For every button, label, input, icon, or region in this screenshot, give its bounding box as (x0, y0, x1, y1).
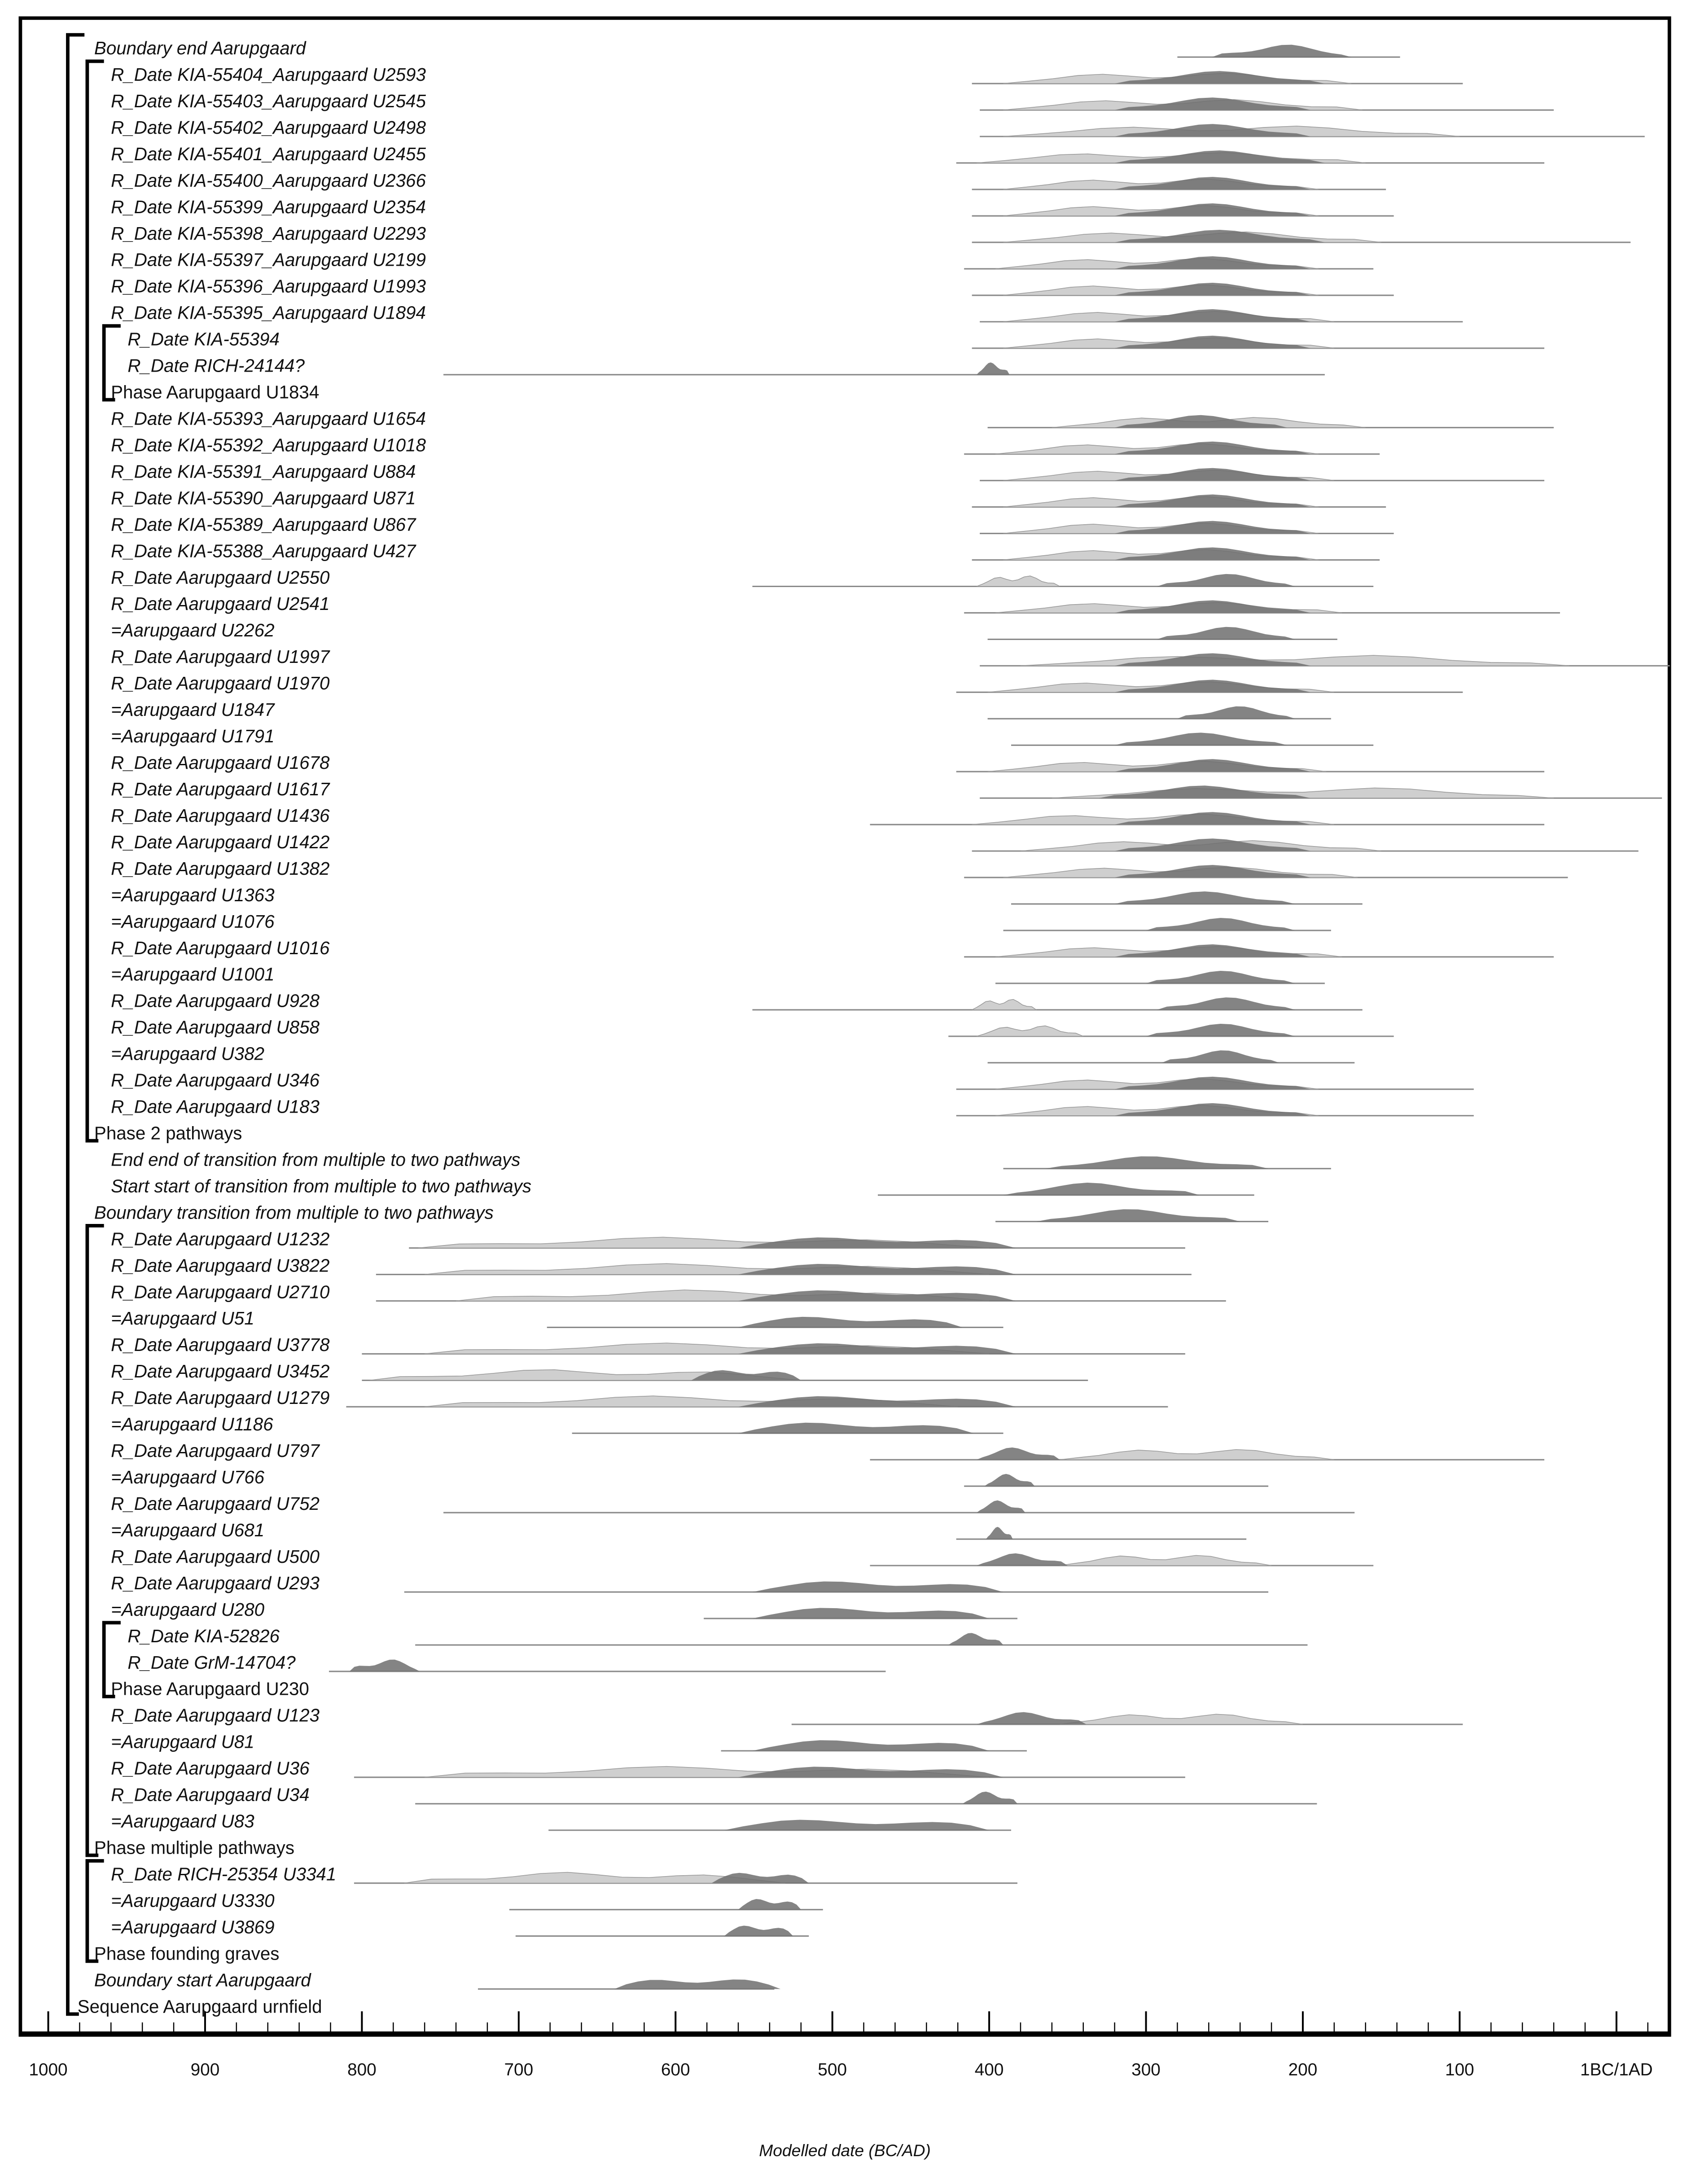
distribution-row (111, 487, 1386, 508)
distribution-row (111, 1599, 1017, 1620)
distribution-row (111, 1811, 1011, 1832)
distribution-row (111, 832, 1639, 852)
distribution-row (111, 752, 1544, 773)
row-label: R_Date KIA-55399_Aarupgaard U2354 (111, 196, 426, 217)
prior-distribution (977, 576, 1060, 586)
tick-label: 900 (190, 2060, 220, 2079)
row-label: R_Date Aarupgaard U1382 (111, 858, 330, 879)
tick-label: 800 (347, 2060, 377, 2079)
row-label: R_Date Aarupgaard U34 (111, 1784, 310, 1805)
tick-label: 200 (1288, 2060, 1318, 2079)
distribution-row (111, 1732, 1027, 1752)
distribution-row (111, 1520, 1246, 1540)
row-label: =Aarupgaard U1363 (111, 884, 275, 905)
distribution-row (111, 1705, 1463, 1726)
distribution-row (111, 1255, 1192, 1276)
row-label: R_Date KIA-55401_Aarupgaard U2455 (111, 143, 426, 164)
posterior-distribution (977, 362, 1009, 374)
distribution-row (111, 1546, 1373, 1567)
row-label: R_Date KIA-55396_Aarupgaard U1993 (111, 276, 426, 297)
row-label: R_Date KIA-55392_Aarupgaard U1018 (111, 434, 426, 456)
posterior-distribution (977, 1500, 1025, 1513)
posterior-distribution (963, 1792, 1017, 1804)
posterior-distribution (1212, 45, 1351, 57)
posterior-distribution (1115, 680, 1311, 692)
posterior-distribution (712, 1873, 809, 1883)
distribution-row (111, 1679, 309, 1699)
prior-distribution (977, 1026, 1083, 1036)
posterior-distribution (1115, 944, 1311, 957)
distribution-row (111, 1573, 1268, 1593)
row-label: R_Date GrM-14704? (127, 1652, 296, 1673)
distribution-row (111, 885, 1363, 905)
posterior-distribution (1115, 283, 1311, 295)
posterior-distribution (1115, 468, 1311, 481)
row-label: R_Date Aarupgaard U3778 (111, 1334, 330, 1355)
posterior-distribution (1157, 574, 1295, 587)
distribution-row (111, 1785, 1317, 1805)
row-label: =Aarupgaard U1001 (111, 964, 275, 985)
row-label: =Aarupgaard U1186 (111, 1414, 273, 1435)
distribution-row (111, 303, 1463, 323)
row-label: R_Date Aarupgaard U2541 (111, 593, 330, 614)
row-label: Phase multiple pathways (94, 1837, 295, 1858)
posterior-distribution (1115, 521, 1311, 534)
distribution-row (111, 117, 1645, 138)
row-label: =Aarupgaard U3869 (111, 1916, 275, 1938)
distribution-row (111, 170, 1386, 191)
distribution-row (94, 1943, 280, 1964)
posterior-distribution (1036, 1209, 1240, 1221)
row-label: =Aarupgaard U766 (111, 1467, 265, 1488)
distribution-row (94, 38, 1400, 58)
sequence-bracket (68, 35, 84, 2014)
distribution-row (111, 858, 1568, 879)
phase-2-pathways-bracket (87, 61, 104, 1141)
posterior-distribution (724, 1820, 990, 1830)
posterior-distribution (977, 1553, 1068, 1566)
distribution-row (94, 1838, 294, 1858)
row-label: R_Date Aarupgaard U797 (111, 1440, 320, 1461)
tick-label: 300 (1131, 2060, 1161, 2079)
row-label: R_Date Aarupgaard U183 (111, 1096, 320, 1117)
distribution-row (111, 1308, 1003, 1329)
posterior-distribution (738, 1343, 1016, 1354)
distribution-row (111, 620, 1337, 640)
distribution-row (111, 540, 1380, 561)
row-label: R_Date Aarupgaard U1422 (111, 831, 330, 852)
distribution-row (111, 646, 1669, 667)
posterior-distribution (752, 1740, 989, 1751)
posterior-distribution (1115, 548, 1311, 560)
distribution-row (94, 1202, 1268, 1223)
posterior-distribution (752, 1582, 1003, 1592)
posterior-distribution (1161, 1050, 1279, 1063)
tick-label: 700 (504, 2060, 534, 2079)
row-label: R_Date Aarupgaard U1970 (111, 673, 330, 694)
distribution-row (127, 1626, 1307, 1646)
row-label: =Aarupgaard U1076 (111, 911, 275, 932)
row-label: R_Date KIA-55389_Aarupgaard U867 (111, 514, 416, 535)
row-label: =Aarupgaard U51 (111, 1308, 254, 1329)
distribution-row (111, 1149, 1331, 1170)
posterior-distribution (1115, 150, 1325, 163)
phase-multiple-pathways-bracket (87, 1226, 104, 1855)
distribution-row (111, 1281, 1226, 1302)
posterior-distribution (1003, 1183, 1199, 1195)
distribution-row (111, 1175, 1254, 1196)
distribution-row (94, 1123, 242, 1144)
distribution-row (111, 91, 1554, 111)
row-label: R_Date Aarupgaard U1997 (111, 646, 330, 667)
distribution-row (111, 1440, 1544, 1461)
row-label: R_Date Aarupgaard U1436 (111, 805, 330, 826)
distribution-row (127, 1652, 885, 1673)
row-label: R_Date Aarupgaard U2550 (111, 567, 330, 588)
posterior-distribution (724, 1925, 793, 1936)
distribution-row (111, 461, 1544, 482)
posterior-distribution (738, 1899, 801, 1910)
row-label: R_Date Aarupgaard U1016 (111, 937, 330, 958)
row-label: R_Date KIA-55395_Aarupgaard U1894 (111, 302, 426, 323)
row-label: Phase 2 pathways (94, 1123, 242, 1144)
posterior-distribution (738, 1290, 1016, 1301)
posterior-distribution (738, 1264, 1016, 1275)
row-label: Start start of transition from multiple to two pathways (111, 1175, 532, 1197)
distribution-row (111, 938, 1554, 958)
row-label: R_Date KIA-52826 (127, 1625, 280, 1646)
distribution-row (111, 1044, 1354, 1064)
row-label: =Aarupgaard U3330 (111, 1890, 275, 1911)
posterior-distribution (1146, 1024, 1295, 1036)
posterior-distribution (1146, 918, 1295, 930)
distribution-row (111, 1916, 809, 1937)
row-label: Phase founding graves (94, 1943, 280, 1964)
row-label: R_Date Aarupgaard U752 (111, 1493, 320, 1514)
row-label: R_Date Aarupgaard U1232 (111, 1228, 330, 1250)
row-label: R_Date KIA-55403_Aarupgaard U2545 (111, 90, 426, 111)
distribution-row (111, 434, 1380, 455)
distribution-row (111, 223, 1630, 244)
row-label: R_Date Aarupgaard U1617 (111, 778, 330, 799)
x-axis (20, 2011, 1669, 2079)
distribution-row (94, 1969, 780, 1990)
distribution-row (111, 593, 1560, 614)
posterior-distribution (1115, 309, 1311, 322)
row-label: End end of transition from multiple to two pathways (111, 1149, 521, 1170)
distribution-row (111, 1414, 1003, 1434)
posterior-distribution (738, 1237, 1016, 1248)
distribution-row (111, 197, 1393, 217)
distribution-row (111, 1387, 1168, 1408)
x-axis-label: Modelled date (BC/AD) (759, 2140, 931, 2160)
row-label: Phase Aarupgaard U1834 (111, 382, 320, 403)
distribution-row (111, 991, 1363, 1011)
row-label: Boundary transition from multiple to two pathways (94, 1202, 494, 1223)
distribution-row (111, 1070, 1474, 1091)
row-label: R_Date KIA-55394 (127, 329, 280, 350)
distribution-row (111, 779, 1662, 799)
row-label: R_Date Aarupgaard U500 (111, 1546, 320, 1567)
row-label: R_Date Aarupgaard U3822 (111, 1255, 330, 1276)
row-label: R_Date Aarupgaard U36 (111, 1758, 310, 1779)
posterior-distribution (738, 1423, 973, 1434)
prior-distribution (1060, 1555, 1271, 1566)
posterior-distribution (738, 1396, 1016, 1407)
distribution-row (111, 382, 319, 403)
row-label: R_Date RICH-24144? (127, 355, 305, 376)
row-label: R_Date Aarupgaard U1678 (111, 752, 330, 773)
posterior-distribution (738, 1317, 963, 1328)
row-label: =Aarupgaard U382 (111, 1043, 265, 1064)
posterior-distribution (977, 1712, 1087, 1724)
row-label: =Aarupgaard U280 (111, 1599, 265, 1620)
row-label: Phase Aarupgaard U230 (111, 1678, 309, 1699)
row-label: R_Date Aarupgaard U346 (111, 1070, 320, 1091)
posterior-distribution (986, 1527, 1013, 1539)
posterior-distribution (1115, 601, 1311, 613)
row-label: R_Date KIA-55393_Aarupgaard U1654 (111, 408, 426, 429)
posterior-distribution (985, 1474, 1035, 1486)
row-label: Sequence Aarupgaard urnfield (77, 1996, 322, 2017)
posterior-distribution (738, 1767, 1003, 1777)
row-label: R_Date Aarupgaard U3452 (111, 1361, 330, 1382)
distribution-row (111, 1864, 1017, 1884)
distribution-row (111, 1758, 1185, 1779)
distribution-row (78, 1996, 322, 2017)
distribution-row (111, 514, 1393, 535)
row-label: =Aarupgaard U83 (111, 1811, 254, 1832)
posterior-distribution (1115, 336, 1311, 348)
row-label: R_Date Aarupgaard U293 (111, 1572, 320, 1593)
posterior-distribution (752, 1608, 989, 1618)
posterior-distribution (1115, 203, 1311, 216)
row-label: R_Date KIA-55404_Aarupgaard U2593 (111, 64, 426, 85)
tick-label: 1BC/1AD (1580, 2060, 1653, 2079)
posterior-distribution (948, 1633, 1003, 1645)
tick-label: 500 (818, 2060, 847, 2079)
distribution-row (111, 1890, 823, 1911)
posterior-distribution (349, 1660, 420, 1671)
row-label: R_Date Aarupgaard U928 (111, 990, 320, 1011)
posterior-distribution (1115, 891, 1295, 904)
tick-label: 600 (661, 2060, 690, 2079)
distribution-row (111, 1361, 1088, 1381)
distribution-row (111, 1493, 1354, 1514)
prior-distribution (1060, 1450, 1334, 1460)
distribution-row (111, 144, 1544, 164)
row-label: R_Date KIA-55390_Aarupgaard U871 (111, 487, 416, 509)
posterior-distribution (1115, 732, 1287, 745)
posterior-distribution (1157, 627, 1295, 640)
distribution-row (127, 329, 1544, 350)
row-label: R_Date KIA-55391_Aarupgaard U884 (111, 461, 416, 482)
distribution-row (111, 911, 1331, 932)
row-label: R_Date Aarupgaard U1279 (111, 1387, 330, 1408)
row-label: Boundary end Aarupgaard (94, 38, 306, 59)
posterior-distribution (977, 1447, 1060, 1460)
row-label: =Aarupgaard U681 (111, 1519, 265, 1540)
distribution-row (111, 1467, 1268, 1487)
distribution-row (111, 1228, 1185, 1249)
posterior-distribution (1115, 177, 1311, 189)
row-label: R_Date Aarupgaard U858 (111, 1017, 320, 1038)
row-label: R_Date KIA-55398_Aarupgaard U2293 (111, 223, 426, 244)
row-label: R_Date KIA-55397_Aarupgaard U2199 (111, 249, 426, 270)
tick-label: 400 (974, 2060, 1004, 2079)
row-label: =Aarupgaard U81 (111, 1731, 254, 1752)
row-label: R_Date RICH-25354 U3341 (111, 1864, 337, 1885)
prior-distribution (1060, 1714, 1303, 1724)
distribution-row (111, 250, 1373, 270)
tick-label: 1000 (29, 2060, 68, 2079)
distribution-row (111, 699, 1331, 720)
row-label: R_Date Aarupgaard U2710 (111, 1281, 330, 1303)
distribution-row (111, 805, 1544, 826)
posterior-distribution (614, 1979, 780, 1989)
distribution-row (127, 355, 1324, 376)
row-label: Boundary start Aarupgaard (94, 1969, 311, 1991)
row-label: R_Date KIA-55400_Aarupgaard U2366 (111, 170, 426, 191)
row-label: R_Date KIA-55402_Aarupgaard U2498 (111, 117, 426, 138)
distribution-row (111, 1017, 1393, 1038)
distribution-rows (78, 38, 1670, 2017)
distribution-row (111, 964, 1325, 985)
distribution-row (111, 567, 1373, 588)
distribution-row (111, 1096, 1474, 1117)
posterior-distribution (1146, 971, 1295, 983)
row-label: R_Date Aarupgaard U123 (111, 1705, 320, 1726)
distribution-row (111, 673, 1463, 693)
posterior-distribution (1046, 1156, 1268, 1168)
prior-distribution (972, 1000, 1036, 1010)
tick-label: 100 (1445, 2060, 1474, 2079)
posterior-distribution (1177, 706, 1295, 719)
row-label: =Aarupgaard U2262 (111, 620, 275, 641)
distribution-row (111, 64, 1463, 85)
distribution-row (111, 1334, 1185, 1355)
posterior-distribution (1115, 495, 1311, 507)
distribution-row (111, 276, 1393, 297)
distribution-row (111, 408, 1554, 429)
distribution-row (111, 726, 1373, 746)
row-label: R_Date KIA-55388_Aarupgaard U427 (111, 540, 416, 561)
posterior-distribution (1157, 997, 1295, 1010)
row-label: =Aarupgaard U1847 (111, 699, 275, 720)
row-label: =Aarupgaard U1791 (111, 726, 275, 747)
